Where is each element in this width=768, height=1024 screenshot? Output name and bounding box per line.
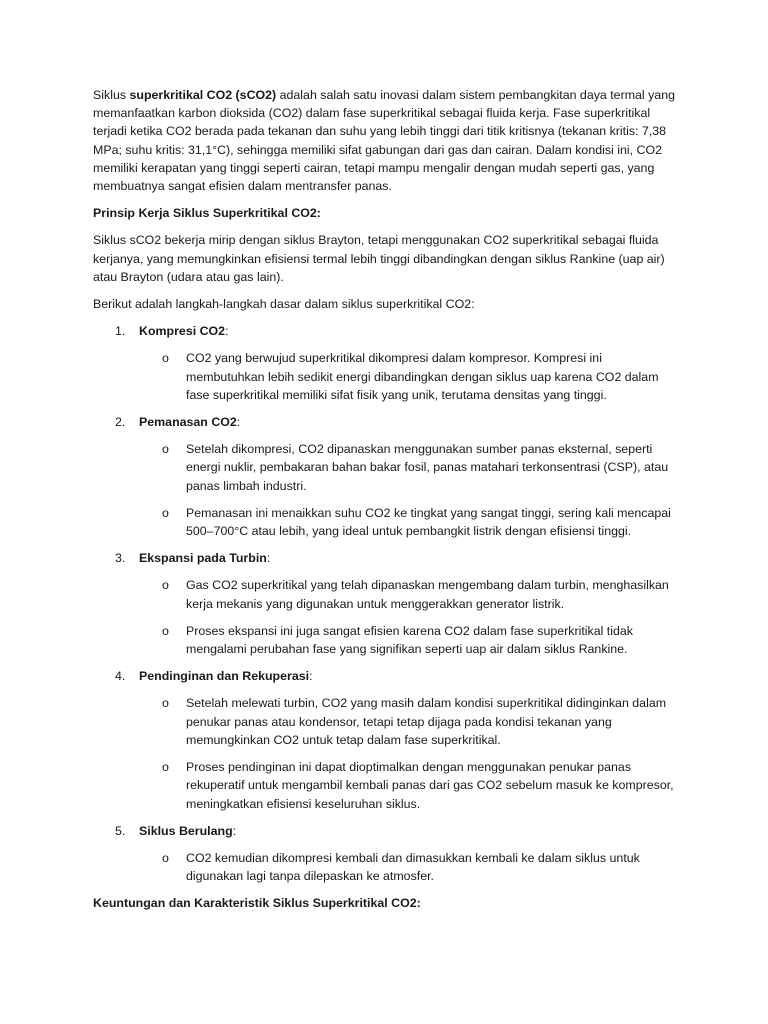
bullet-text: Setelah melewati turbin, CO2 yang masih dalam kondisi superkritikal didinginkan dalam penukar panas atau kondensor, tetapi tetap dijaga pada kondisi tekanan yang memungkinkan CO2 untuk tetap dalam fase superkritikal. — [186, 696, 667, 747]
step-title: Ekspansi pada Turbin — [139, 551, 267, 566]
bullet-text: CO2 yang berwujud superkritikal dikompresi dalam kompresor. Kompresi ini membutuhkan lebih sedikit energi dibandingkan dengan siklus uap karena CO2 dalam fase superkritikal memiliki sifat fisik yang unik, terutama densitas yang tinggi. — [186, 351, 659, 402]
step-title: Pemanasan CO2 — [139, 415, 237, 430]
step-title: Siklus Berulang — [139, 823, 233, 838]
step-number: 4. — [115, 669, 126, 684]
intro-prefix: Siklus — [93, 88, 130, 102]
bullet-marker: o — [162, 442, 169, 457]
bullet-text: Gas CO2 superkritikal yang telah dipanaskan mengembang dalam turbin, menghasilkan kerja mekanis yang digunakan untuk menggerakkan generator listrik. — [186, 578, 669, 611]
bullet-text: Pemanasan ini menaikkan suhu CO2 ke tingkat yang sangat tinggi, sering kali mencapai 500–700°C atau lebih, yang ideal untuk pembangkit listrik dengan efisiensi tinggi. — [186, 505, 671, 539]
intro-bold-term: superkritikal CO2 (sCO2) — [129, 88, 277, 102]
bullet-text: Proses ekspansi ini juga sangat efisien karena CO2 dalam fase superkritikal tidak mengalami perubahan fase yang signifikan seperti uap air dalam siklus Rankine. — [186, 623, 633, 657]
intro-paragraph — [93, 86, 683, 195]
list-item-bullet — [93, 758, 683, 813]
list-item-bullet — [93, 440, 683, 495]
step-number: 1. — [115, 324, 126, 339]
section-heading-advantages: Keuntungan dan Karakteristik Siklus Superkritikal CO2: — [93, 896, 421, 911]
steps-intro-paragraph: Berikut adalah langkah-langkah dasar dalam siklus superkritikal CO2: — [93, 297, 475, 312]
bullet-marker: o — [162, 623, 169, 638]
step-title-colon: : — [266, 551, 271, 566]
step-title-colon: : — [225, 324, 229, 339]
steps-list — [93, 322, 683, 885]
step-title: Pendinginan dan Rekuperasi — [139, 669, 310, 684]
document-page — [93, 86, 683, 922]
bullet-marker: o — [162, 351, 169, 366]
intro-body: adalah salah satu inovasi dalam sistem pembangkitan daya termal yang memanfaatkan karbon dioksida (CO2) dalam fase superkritikal sebagai fluida kerja. Fase superkritikal terjadi ketika CO2 berada pada tekanan dan suhu yang lebih tinggi dari titik kritisnya (tekanan kritis: 7,38 MPa; suhu kritis: 31,1°C), sehingga memiliki sifat gabungan dari gas dan cairan. Dalam kondisi ini, CO2 memiliki kerapatan yang tinggi seperti cairan, tetapi mampu mengalir dengan mudah seperti gas, yang membuatnya sangat efisien dalam mentransfer panas. — [93, 88, 675, 194]
list-item-step — [93, 413, 683, 431]
bullet-text: Proses pendinginan ini dapat dioptimalkan dengan menggunakan penukar panas rekuperatif untuk mengambil kembali panas dari gas CO2 sebelum masuk ke kompresor, meningkatkan efisiensi keseluruhan siklus. — [186, 760, 674, 811]
list-item-bullet — [93, 622, 683, 658]
list-item-bullet — [93, 349, 683, 404]
step-number: 5. — [115, 823, 126, 838]
bullet-marker: o — [162, 760, 169, 775]
step-title: Kompresi CO2 — [139, 324, 226, 339]
bullet-marker: o — [162, 850, 169, 865]
bullet-marker: o — [162, 578, 169, 593]
bullet-text: Setelah dikompresi, CO2 dipanaskan menggunakan sumber panas eksternal, seperti energi nuklir, pembakaran bahan bakar fosil, panas matahari terkonsentrasi (CSP), atau panas limbah industri. — [186, 442, 669, 493]
step-title-colon: : — [232, 823, 237, 838]
bullet-marker: o — [162, 505, 169, 520]
list-item-step — [93, 667, 683, 685]
step-title-colon: : — [236, 415, 241, 430]
step-title-colon: : — [309, 669, 313, 684]
bullet-text: CO2 kemudian dikompresi kembali dan dimasukkan kembali ke dalam siklus untuk digunakan lagi tanpa dilepaskan ke atmosfer. — [186, 850, 640, 884]
step-number: 3. — [115, 551, 126, 566]
section-heading-principle: Prinsip Kerja Siklus Superkritikal CO2: — [93, 206, 321, 221]
principle-paragraph: Siklus sCO2 bekerja mirip dengan siklus Brayton, tetapi menggunakan CO2 superkritikal sebagai fluida kerjanya, yang memungkinkan efisiensi termal lebih tinggi dibandingkan dengan siklus Rankine (uap air) atau Brayton (udara atau gas lain). — [93, 233, 665, 284]
list-item-step — [93, 549, 683, 567]
list-item-step — [93, 822, 683, 840]
list-item-bullet — [93, 576, 683, 612]
list-item-bullet — [93, 504, 683, 540]
list-item-bullet — [93, 849, 683, 885]
bullet-marker: o — [162, 696, 169, 711]
list-item-bullet — [93, 694, 683, 749]
step-number: 2. — [115, 415, 126, 430]
list-item-step — [93, 322, 683, 340]
